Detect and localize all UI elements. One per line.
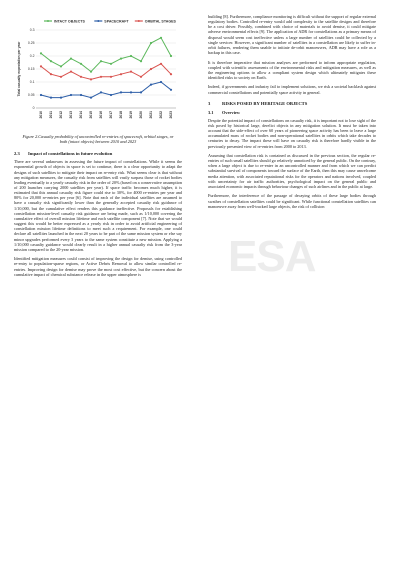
legend-label: INTACT OBJECTS	[54, 19, 85, 24]
subsection-title: Overview	[222, 110, 241, 116]
section-heading	[14, 151, 182, 157]
x-tick-label: 2018	[119, 111, 124, 119]
data-point	[80, 63, 82, 65]
x-tick-label: 2019	[129, 111, 134, 119]
paragraph: Identified mitigation measures could consist of improving the design for demise, using controlled re-entry to population-sparse regions, or Active Debris Removal to allow similar controlled re-entries. Improving design for demise may prove the most cost effective, but the concern about the cumulative impact of chemical substance release in the upper atmosphere is	[14, 256, 182, 277]
legend-marker	[138, 20, 140, 22]
paragraph: There are several unknowns in assessing the future impact of constellations. While it seems the exponential growth of objects in space is set to continue, there is a clear opportunity to adapt the designs of such satellites to mitigate their impact on re-entry risk. What seems clear is that without any mitigation measures, the casualty risk from satellites will vastly surpass those of rocket bodies leading eventually to a yearly casualty risk in the order of 20% (based on a conservative assumption of 200 launches carrying 2000 satellites per year). If space traffic becomes much higher, it is estimated that this annual casualty risk figure could rise to 30%, for 4000 re-entries per year and 80% for 20,000 re-entries per year [6]. Note that each of the individual satellites are assumed to have a casualty risk significantly lower than the generally accepted casualty risk guidance of 1/10,000, but the cumulative effect renders this guidance ineffective. Proposals for establishing constellation mission-level casualty risk guidance are being made, such as 1/10,000 covering the cumulative effect of overall mission lifetime and each satellite component [7]. Note that we would suggest this would be better expressed as a yearly risk in order to avoid artificial engineering of constellation mission lifetime definitions to meet such a requirement. For example, one could declare all satellites launched in the next 20 years to be part of the same mission system or else say minor upgrades performed every 3 years to the same system constitute a new mission. Applying a 1/10,000 casualty guidance would clearly result in a higher annual casualty risk from the 3-year mission compared to the 20-year mission.	[14, 159, 182, 252]
data-point	[100, 91, 102, 93]
x-tick-label: 2022	[159, 111, 164, 119]
x-tick-label: 2011	[49, 111, 54, 119]
x-tick-label: 2015	[89, 111, 94, 119]
data-point	[160, 81, 162, 83]
data-point	[100, 60, 102, 62]
section-number: 3	[208, 100, 211, 106]
paragraph: Indeed, if governments and industry fail to implement solutions, we risk a societal backlash against commercial constellations and potentially space activity in general.	[208, 84, 376, 95]
data-point	[160, 37, 162, 39]
y-tick-label: 0.1	[29, 80, 35, 85]
right-column	[208, 14, 376, 213]
data-point	[90, 71, 92, 73]
data-point	[150, 68, 152, 70]
y-tick-label: 0.05	[27, 93, 35, 98]
paragraph: Assuming that constellation risk is contained as discussed in the previous section, the regular re-entries of such small satellites should go relatively unnoticed by the general public. On the contrary, when a large object is due to re-enter in an uncontrolled manner and from which we can predict substantial survival of components toward the surface of the Earth, then this may cause unwelcome media attention, with associated reputational risks for the operators and nations involved, coupled with uncertainty for air traffic authorities, psychological impact on the general public and associated economic impacts through behaviour changes of such airlines and in the public at large.	[208, 153, 376, 189]
legend-marker	[97, 20, 99, 22]
casualty-chart	[14, 14, 182, 132]
section-heading	[208, 101, 376, 107]
y-tick-label: 0.15	[27, 67, 35, 72]
data-point	[60, 97, 62, 99]
y-tick-label: 0	[32, 106, 35, 111]
data-point	[170, 73, 172, 75]
data-point	[70, 71, 72, 73]
legend-label: ORBITAL STAGES	[144, 19, 176, 24]
data-point	[130, 71, 132, 73]
data-point	[40, 52, 42, 54]
data-point	[40, 94, 42, 96]
data-point	[110, 76, 112, 78]
data-point	[70, 94, 72, 96]
paragraph: building [8]. Furthermore, compliance monitoring is difficult without the support of regular external regulatory bodies. Controlled re-entry would add complexity to the satellite designs and therefore be a cost driver. Possibly, combined with choice of materials to avoid demise, it could mitigate adverse environmental effects [9]. The application of ADR for constellations as a primary means of disposal would seem cost ineffective unless a large number of satellites could be collected by a single servicer. However, a significant number of satellites in a constellation are likely to suffer in-orbit failures, rendering them unable to initiate de-orbit manoeuvres, ADR may have a role as a backup in this case.	[208, 14, 376, 56]
data-point	[50, 60, 52, 62]
subsection-heading	[208, 110, 376, 115]
section-title: RISKS POSED BY HERITAGE OBJECTS	[222, 100, 308, 106]
figure-2	[14, 14, 182, 132]
paragraph: Despite the potential impact of constellations on casualty risk, it is important not to lose sight of the risk posed by historical large, derelict objects in any mitigation solution. It must be taken into account that the side-effect of over 60 years of pioneering space activity has been to leave a large accumulated mass of rocket bodies and non-operational satellites in orbits which take decades to centuries to decay. The impact these will have on casualty risk is therefore hardly visible in the previously presented view of re-entries from 2000 to 2013.	[208, 117, 376, 149]
x-tick-label: 2017	[109, 111, 114, 119]
x-tick-label: 2013	[69, 111, 74, 119]
data-point	[120, 58, 122, 60]
section-number: 2.3	[14, 150, 20, 156]
paragraph: Furthermore, the interference of the passage of decaying orbits of these large bodies through swathes of constellation satellites could be significant. While functional constellation satellites can manoeuvre away from well-tracked large objects, the risk of collision	[208, 193, 376, 209]
data-point	[60, 65, 62, 67]
data-point	[170, 89, 172, 91]
data-point	[120, 91, 122, 93]
data-point	[130, 55, 132, 57]
data-point	[50, 97, 52, 99]
x-tick-label: 2012	[59, 111, 64, 119]
figure-caption: Figure 2.Casualty probability of uncontrolled re-entries of spacecraft, orbital stages, or both (intact objects) between 2010 and 2023	[22, 134, 174, 145]
data-point	[170, 55, 172, 57]
data-point	[130, 91, 132, 93]
data-point	[160, 63, 162, 65]
data-point	[40, 65, 42, 67]
data-point	[90, 97, 92, 99]
data-point	[140, 76, 142, 78]
data-point	[150, 84, 152, 86]
legend-label: SPACECRAFT	[104, 19, 129, 24]
subsection-number: 3.1	[208, 110, 214, 116]
y-tick-label: 0.25	[27, 41, 35, 46]
y-tick-label: 0.3	[29, 28, 35, 33]
x-tick-label: 2020	[139, 111, 144, 119]
section-title: Impact of constellations in future evolution	[28, 150, 113, 156]
data-point	[120, 73, 122, 75]
data-point	[110, 63, 112, 65]
watermark: ESA	[228, 232, 316, 281]
data-point	[80, 76, 82, 78]
x-tick-label: 2016	[99, 111, 104, 119]
data-point	[140, 91, 142, 93]
data-point	[70, 58, 72, 60]
data-point	[140, 60, 142, 62]
data-point	[50, 73, 52, 75]
paragraph: It is therefore imperative that mission analyses are performed to inform appropriate regulation, coupled with scientific assessments of the environmental risks and mitigation measures, as well as the engineering options to allow a compliant system design which ultimately mitigates these identified risks to society on Earth.	[208, 59, 376, 81]
data-point	[150, 42, 152, 44]
data-point	[110, 94, 112, 96]
legend-marker	[47, 20, 49, 22]
data-point	[80, 94, 82, 96]
data-point	[90, 78, 92, 80]
x-tick-label: 2023	[169, 111, 174, 119]
y-axis-label: Total casualty expectation per year	[17, 41, 21, 97]
left-column	[14, 14, 182, 281]
data-point	[100, 76, 102, 78]
y-tick-label: 0.2	[29, 54, 35, 59]
x-tick-label: 2014	[79, 111, 84, 119]
x-tick-label: 2021	[149, 111, 154, 119]
x-tick-label: 2010	[39, 111, 44, 119]
data-point	[60, 76, 62, 78]
